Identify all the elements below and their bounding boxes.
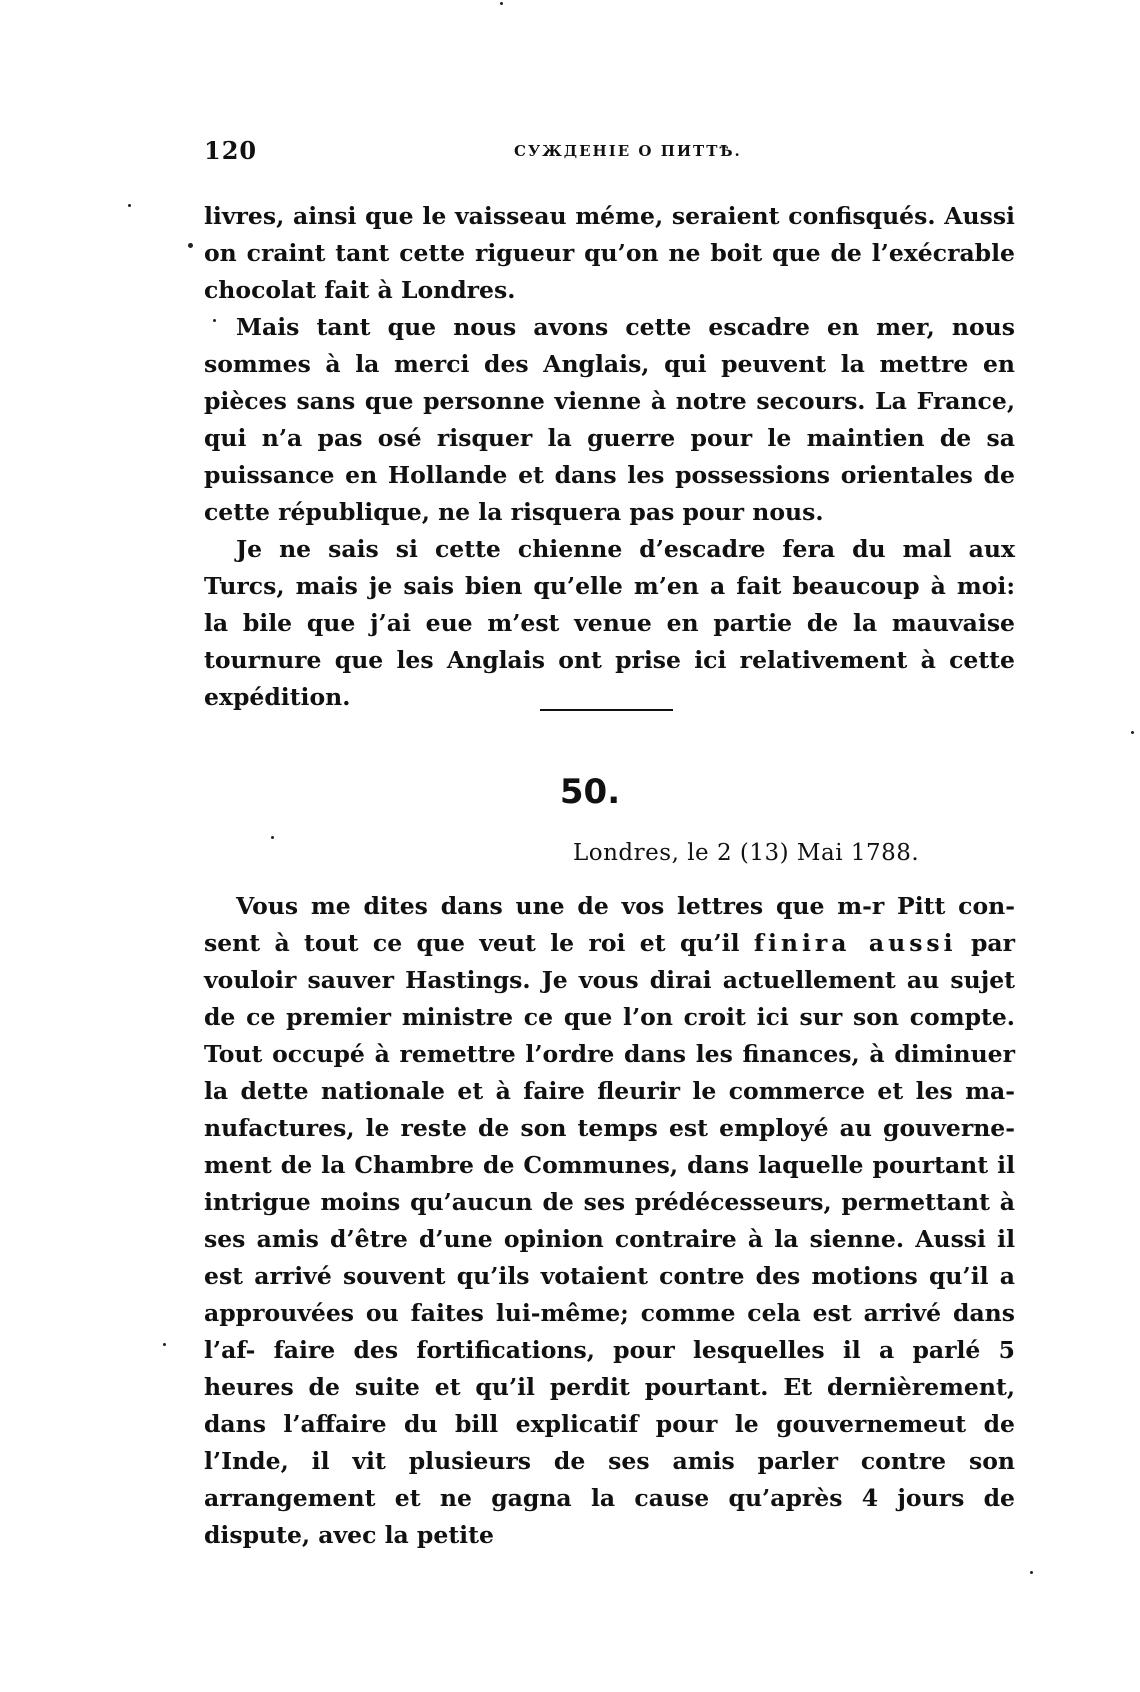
- text-line: que j’ai eue m’est venue en partie de la mauvaise tournure: [204, 609, 1015, 674]
- text-line: ses amis d’être d’une opinion contraire à la sienne. Aussi il: [204, 1225, 1015, 1253]
- text-line: est arrivé souvent qu’ils votaient contre des motions qu’il a: [204, 1262, 1015, 1290]
- text-line: cette république, ne la risquera pas pour nous.: [204, 498, 824, 526]
- text-line: Je ne sais si cette chienne d’escadre fera du mal aux Turcs,: [204, 535, 1015, 600]
- running-head: СУЖДЕНІЕ О ПИТТѢ.: [514, 142, 742, 160]
- text-line: puissance en Hollande et dans les possessions orientales de: [204, 461, 1015, 489]
- scan-speck: [128, 204, 131, 207]
- text-line: nufactures, le reste de son temps est employé au gouverne-: [204, 1114, 1015, 1142]
- text-line: de ce premier ministre ce que l’on croit ici sur son compte.: [204, 1003, 1015, 1031]
- emphasized-text: finira aussi: [753, 929, 957, 957]
- scan-speck: [271, 836, 274, 839]
- scan-speck: [1131, 731, 1134, 734]
- text-line: mais je sais bien qu’elle m’en a fait beaucoup à moi: la bile: [204, 572, 1015, 637]
- scan-speck: [500, 2, 503, 5]
- scan-speck: [163, 1343, 166, 1346]
- text-line: faire des fortifications, pour lesquelles il a parlé 5 heures de: [204, 1336, 1015, 1401]
- section-divider: [540, 709, 673, 711]
- text-line: ment de la Chambre de Communes, dans laquelle pourtant il: [204, 1151, 1015, 1179]
- text-line: intrigue moins qu’aucun de ses prédécesseurs, permettant à: [204, 1188, 1015, 1216]
- text-line: Tout occupé à remettre l’ordre dans les finances, à diminuer: [204, 1040, 1015, 1068]
- text-line: que les Anglais ont prise ici relativement à cette expédition.: [204, 646, 1015, 711]
- scan-speck: [188, 243, 193, 248]
- text-line: sommes à la merci des Anglais, qui peuvent la mettre en: [204, 350, 1015, 378]
- letter-body: [204, 888, 1015, 1554]
- text-line: livres, ainsi que le vaisseau méme, seraient confisqués. Aussi: [204, 202, 1015, 230]
- text-line: approuvées ou faites lui-même; comme cela est arrivé dans l’af-: [204, 1299, 1015, 1364]
- text-line: par: [970, 929, 1015, 957]
- text-line: vouloir sauver Hastings. Je vous dirai actuellement au sujet: [204, 966, 1015, 994]
- letter-number: 50.: [559, 772, 621, 812]
- paragraph-continued: [204, 198, 1015, 309]
- text-line: plusieurs de ses amis parler contre son arrangement et ne: [204, 1447, 1015, 1512]
- letter-dateline: Londres, le 2 (13) Mai 1788.: [573, 840, 920, 866]
- text-line: sent à tout ce que veut le roi et qu’il: [204, 929, 740, 957]
- paragraph-chienne: [204, 531, 1015, 716]
- text-line: on craint tant cette rigueur qu’on ne boit que de l’exécrable: [204, 239, 1015, 267]
- paragraph-pitt: [204, 888, 1015, 1554]
- text-line: gagna la cause qu’après 4 jours de dispute, avec la petite: [204, 1484, 1015, 1549]
- scan-speck: [1030, 1571, 1033, 1574]
- text-line: du bill explicatif pour le gouvernemeut de l’Inde, il vit: [204, 1410, 1015, 1475]
- continued-letter-text: [204, 198, 1015, 716]
- text-line: Vous me dites dans une de vos lettres que m-r Pitt con-: [236, 892, 1015, 920]
- text-line: pièces sans que personne vienne à notre secours. La France,: [204, 387, 1015, 415]
- paragraph-escadre: [204, 309, 1015, 531]
- page-header: [204, 136, 1015, 166]
- text-line: chocolat fait à Londres.: [204, 276, 516, 304]
- text-line: qui n’a pas osé risquer la guerre pour le maintien de sa: [204, 424, 1015, 452]
- text-line: la dette nationale et à faire fleurir le commerce et les ma-: [204, 1077, 1015, 1105]
- text-line: suite et qu’il perdit pourtant. Et dernièrement, dans l’affaire: [204, 1373, 1015, 1438]
- page-number: 120: [204, 136, 258, 165]
- scan-speck: [213, 319, 216, 322]
- text-line: Mais tant que nous avons cette escadre en mer, nous: [236, 313, 1015, 341]
